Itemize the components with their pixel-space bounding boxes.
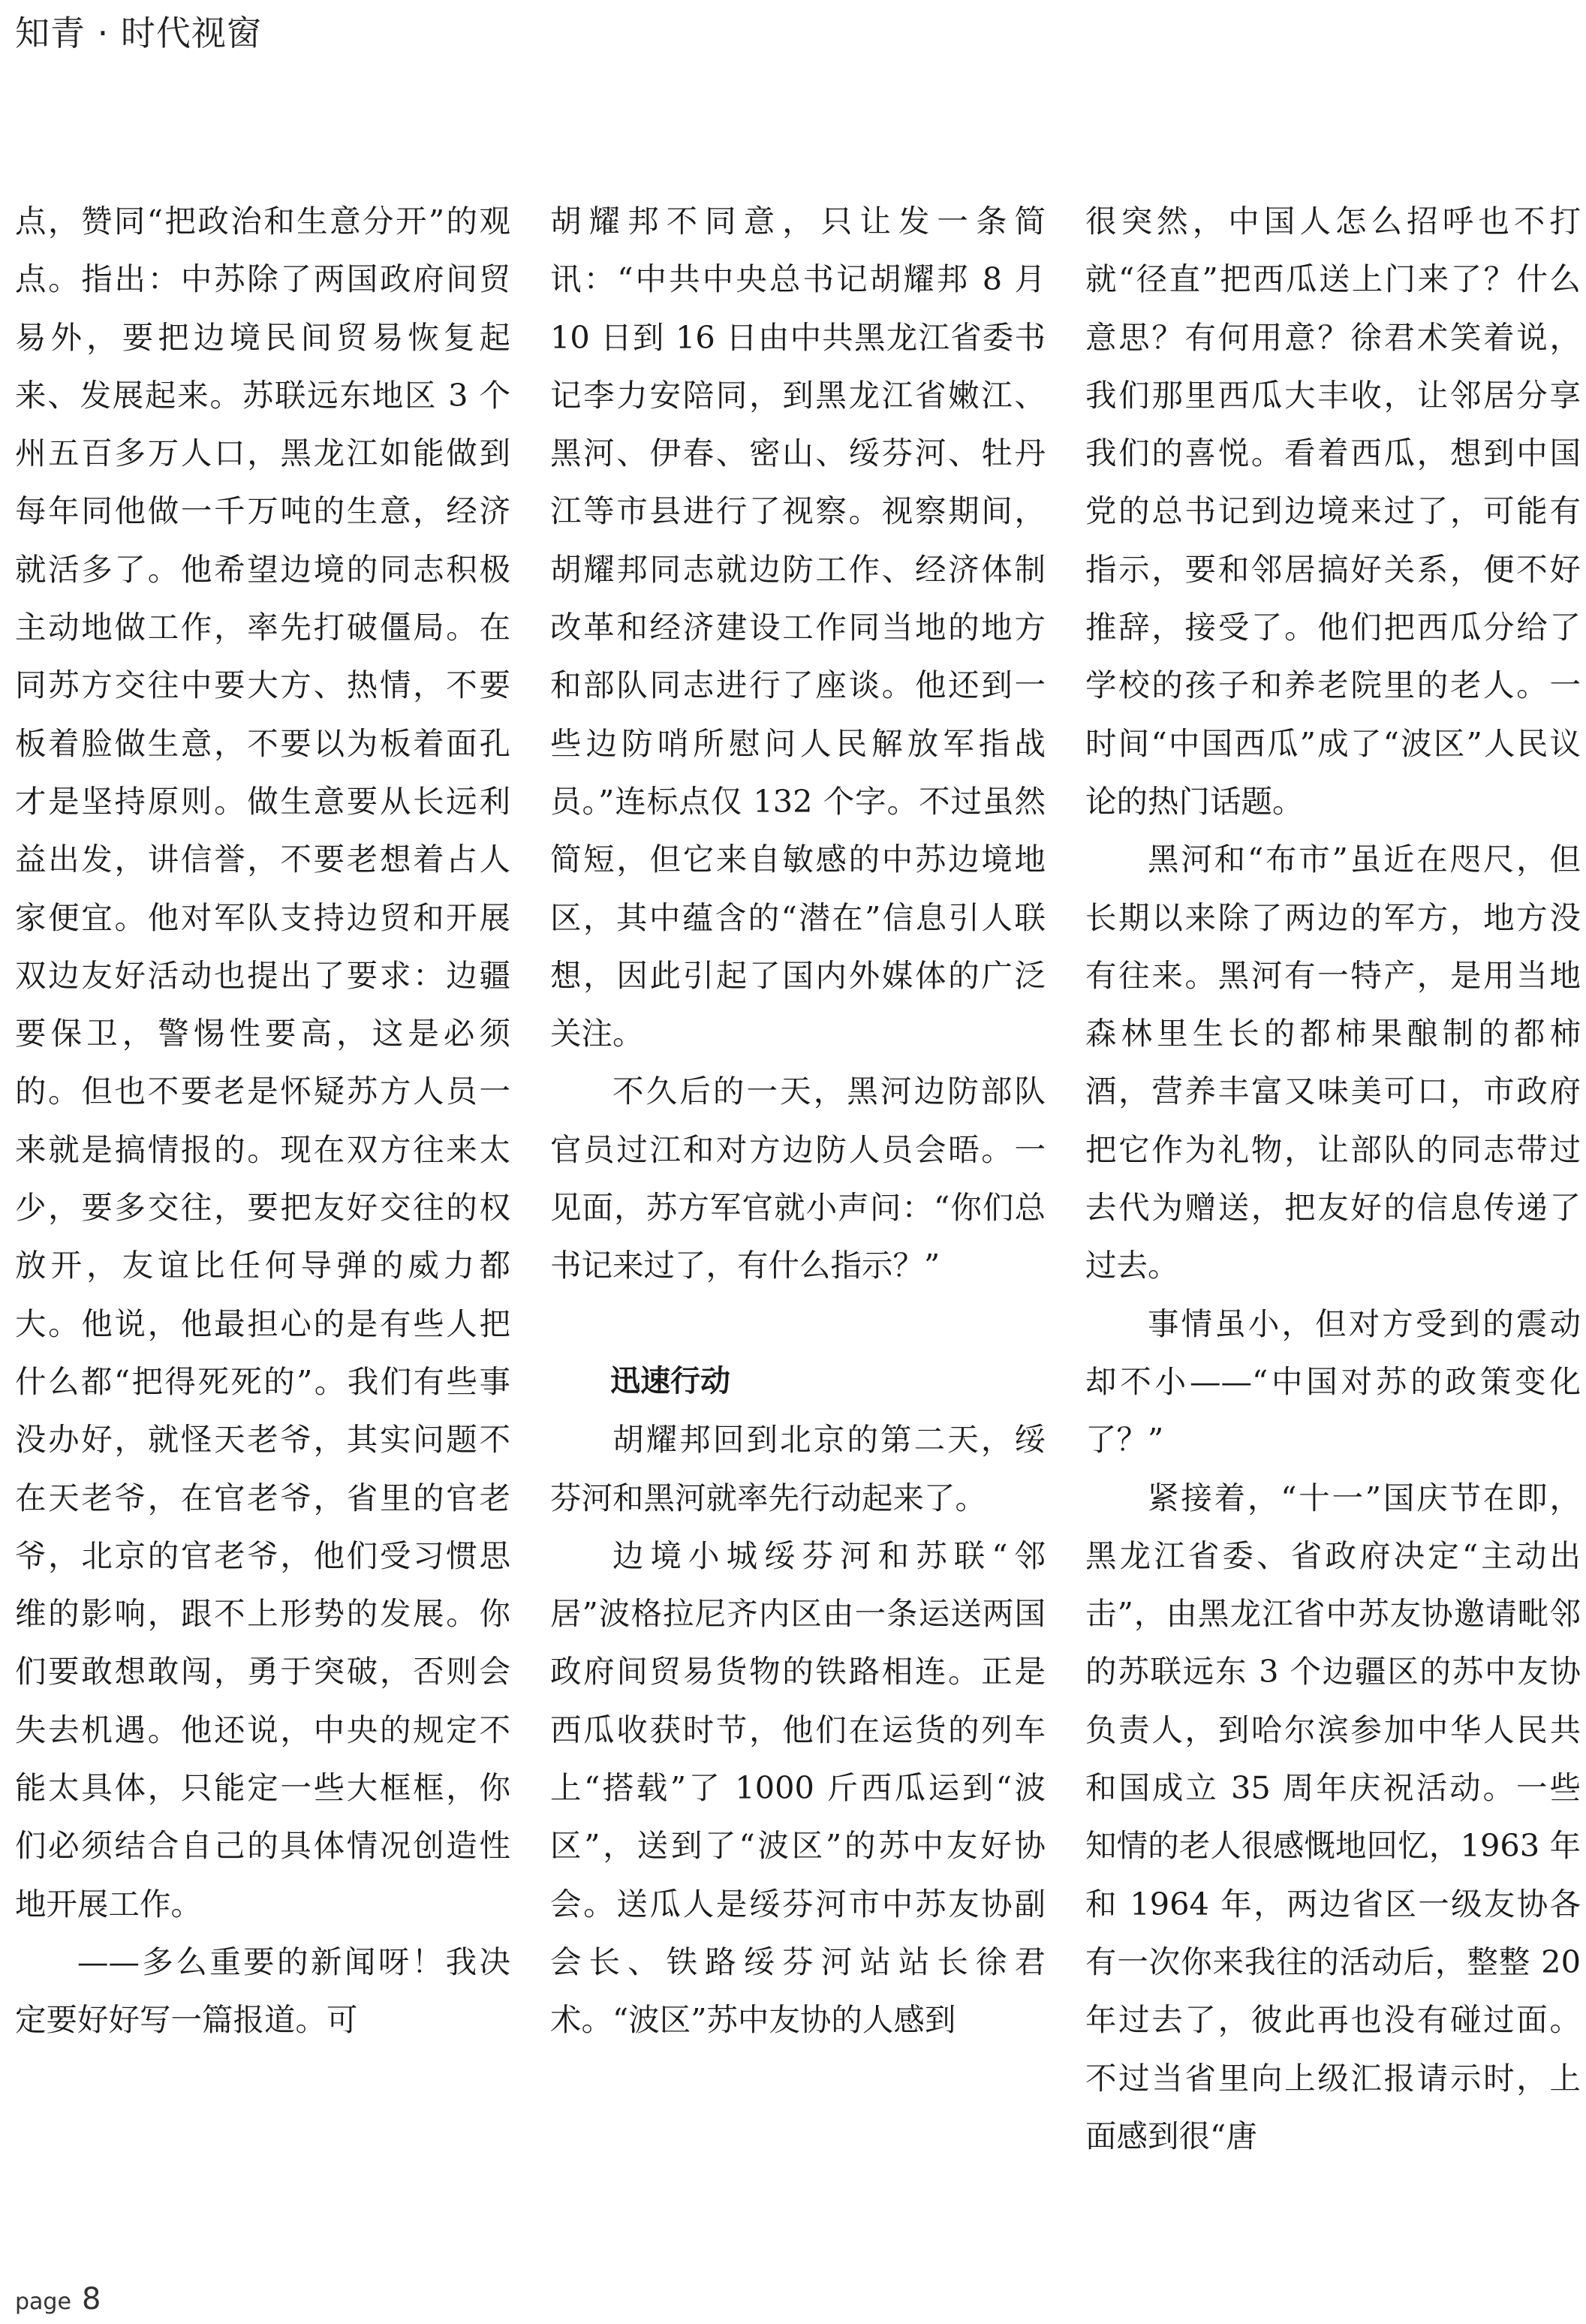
page-header: 知青 · 时代视窗 <box>15 13 262 53</box>
paragraph: ——多么重要的新闻呀！我决定要好好写一篇报道。可 <box>15 1943 510 2039</box>
section-heading: 迅速行动 <box>610 1363 730 1398</box>
page-number: 8 <box>81 2282 101 2316</box>
paragraph: 紧接着，“十一”国庆节在即，黑龙江省委、省政府决定“主动出击”，由黑龙江省中苏友协邀请毗邻的苏联远东 3 个边疆区的苏中友协负责人，到哈尔滨参加中华人民共和国成立 35 周年庆祝活动。一些知情的老人很感慨地回忆，1963 年和 1964 年，两边省区一级友协各有一次你来我往的活动后，整整 20 年过去了，彼此再也没有碰过面。不过当省里向上级汇报请示时，上面感到很“唐 <box>1085 1479 1581 2154</box>
paragraph: 事情虽小，但对方受到的震动却不小——“中国对苏的政策变化了？” <box>1085 1305 1581 1459</box>
paragraph: 点，赞同“把政治和生意分开”的观点。指出：中苏除了两国政府间贸易外，要把边境民间贸易恢复起来、发展起来。苏联远东地区 3 个州五百多万人口，黑龙江如能做到每年同他做一千万吨的生意，经济就活多了。他希望边境的同志积极主动地做工作，率先打破僵局。在同苏方交往中要大方、热情，不要板着脸做生意，不要以为板着面孔才是坚持原则。做生意要从长远利益出发，讲信誉，不要老想着占人家便宜。他对军队支持边贸和开展双边友好活动也提出了要求：边疆要保卫，警惕性要高，这是必须的。但也不要老是怀疑苏方人员一来就是搞情报的。现在双方往来太少，要多交往，要把友好交往的权放开，友谊比任何导弹的威力都大。他说，他最担心的是有些人把什么都“把得死死的”。我们有些事没办好，就怪天老爷，其实问题不在天老爷，在官老爷，省里的官老爷，北京的官老爷，他们受习惯思维的影响，跟不上形势的发展。你们要敢想敢闯，勇于突破，否则会失去机遇。他还说，中央的规定不能太具体，只能定一些大框框，你们必须结合自己的具体情况创造性地开展工作。 <box>15 203 510 1922</box>
page-label: page <box>15 2289 71 2315</box>
page-footer <box>15 2282 101 2316</box>
column-2 <box>550 192 1046 2049</box>
paragraph: 不久后的一天，黑河边防部队官员过江和对方边防人员会晤。一见面，苏方军官就小声问：“你们总书记来过了，有什么指示？” <box>550 1073 1046 1284</box>
paragraph: 胡耀邦不同意，只让发一条简讯：“中共中央总书记胡耀邦 8 月 10 日到 16 日由中共黑龙江省委书记李力安陪同，到黑龙江省嫩江、黑河、伊春、密山、绥芬河、牡丹江等市县进行了视察。视察期间，胡耀邦同志就边防工作、经济体制改革和经济建设工作同当地的地方和部队同志进行了座谈。他还到一些边防哨所慰问人民解放军指战员。”连标点仅 132 个字。不过虽然简短，但它来自敏感的中苏边境地区，其中蕴含的“潜在”信息引人联想，因此引起了国内外媒体的广泛关注。 <box>550 203 1046 1052</box>
paragraph: 边境小城绥芬河和苏联“邻居”波格拉尼齐内区由一条运送两国政府间贸易货物的铁路相连。正是西瓜收获时节，他们在运货的列车上“搭载”了 1000 斤西瓜运到“波区”，送到了“波区”的苏中友好协会。送瓜人是绥芬河市中苏友协副会长、铁路绥芬河站站长徐君术。“波区”苏中友协的人感到 <box>550 1537 1046 2039</box>
column-1 <box>15 192 510 2049</box>
paragraph: 黑河和“布市”虽近在咫尺，但长期以来除了两边的军方，地方没有往来。黑河有一特产，是用当地森林里生长的都柿果酿制的都柿酒，营养丰富又味美可口，市政府把它作为礼物，让部队的同志带过去代为赠送，把友好的信息传递了过去。 <box>1085 841 1581 1284</box>
column-3 <box>1085 192 1581 2165</box>
paragraph: 胡耀邦回到北京的第二天，绥芬河和黑河就率先行动起来了。 <box>550 1421 1046 1516</box>
paragraph: 很突然，中国人怎么招呼也不打就“径直”把西瓜送上门来了？什么意思？有何用意？徐君术笑着说，我们那里西瓜大丰收，让邻居分享我们的喜悦。看着西瓜，想到中国党的总书记到边境来过了，可能有指示，要和邻居搞好关系，便不好推辞，接受了。他们把西瓜分给了学校的孩子和养老院里的老人。一时间“中国西瓜”成了“波区”人民议论的热门话题。 <box>1085 203 1581 820</box>
